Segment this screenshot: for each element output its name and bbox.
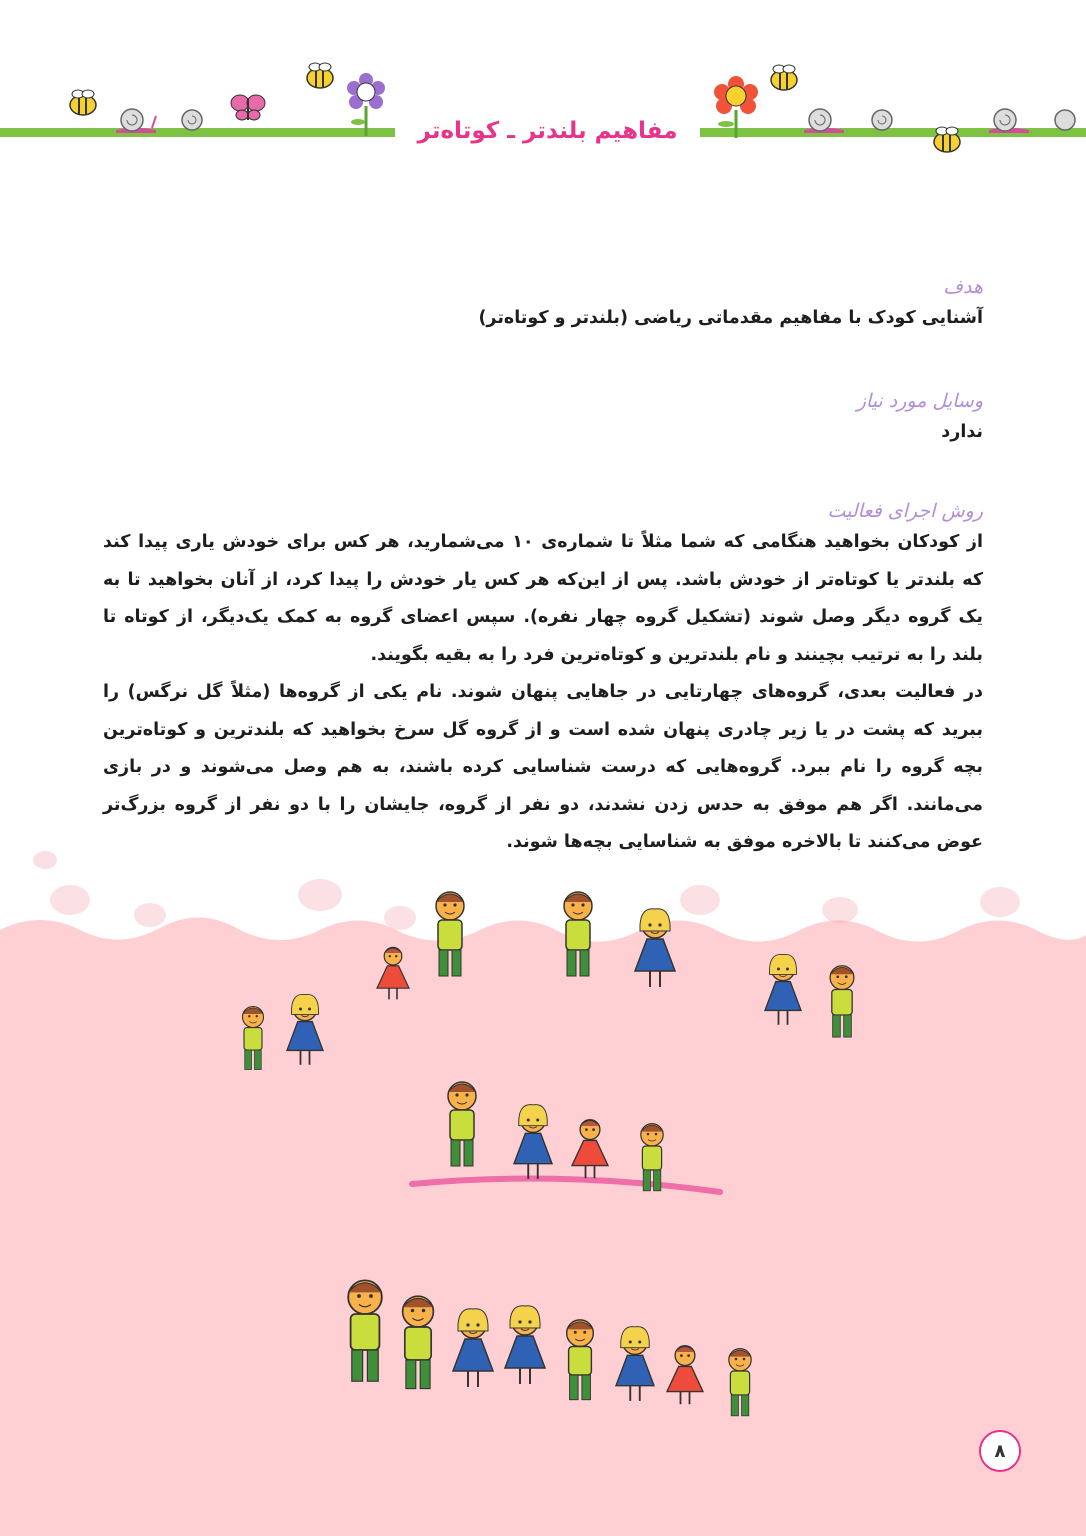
snail-icon — [1045, 106, 1085, 134]
flower-icon — [712, 76, 760, 140]
page-title: مفاهیم بلندتر ـ کوتاه‌تر — [417, 118, 678, 144]
snail-icon — [112, 106, 160, 134]
children-illustration — [0, 840, 1086, 1536]
page-header — [0, 0, 1086, 170]
section-procedure — [103, 500, 983, 862]
section-title: هدف — [943, 276, 983, 298]
bee-icon — [930, 124, 964, 154]
section-title: وسایل مورد نیاز — [856, 390, 983, 412]
snail-icon — [985, 106, 1033, 134]
snail-icon — [800, 106, 848, 134]
bee-pattern — [33, 851, 1020, 930]
section-paragraph: در فعالیت بعدی، گروه‌های چهارتایی در جاهایی پنهان شوند. نام یکی از گروه‌ها (مثلاً گل نرگس) را ببرید که پشت در یا زیر چادری پنهان شده است و از گروه گل سرخ بخواهید که بلندترین و کوتاه‌ترین بچه گروه را نام ببرد. گروه‌هایی که درست شناسایی کرده باشند، به هم وصل می‌شوند و در بازی می‌مانند. اگر هم موفق به حدس زدن نشدند، دو نفر از گروه، جایشان را با دو نفر از گروه بزرگ‌تر عوض می‌کنند تا بالاخره موفق به شناسایی بچه‌ها شوند. — [103, 682, 983, 852]
snail-icon — [862, 106, 902, 134]
bee-icon — [303, 60, 337, 90]
bee-icon — [767, 62, 801, 92]
snail-icon — [172, 106, 212, 134]
page-number-badge — [979, 1430, 1021, 1472]
section-paragraph: ندارد — [941, 422, 983, 442]
section-goal — [103, 276, 983, 338]
bee-icon — [66, 88, 100, 118]
flower-icon — [344, 72, 388, 138]
page-number: ۸ — [994, 1440, 1006, 1462]
section-paragraph: آشنایی کودک با مفاهیم مقدماتی ریاضی (بلندتر و کوتاه‌تر) — [478, 308, 983, 328]
butterfly-icon — [230, 92, 266, 122]
section-paragraph: از کودکان بخواهید هنگامی که شما مثلاً تا شماره‌ی ۱۰ می‌شمارید، هر کس برای خودش یاری پیدا کند که بلندتر یا کوتاه‌تر از خودش باشد. پس از این‌که هر کس یار خودش را پیدا کرد، از آنان بخواهید تا به یک گروه دیگر وصل شوند (تشکیل گروه چهار نفره). سپس اعضای گروه به کمک یک‌دیگر، از کوتاه تا بلند را به ترتیب بچینند و نام بلندترین و کوتاه‌ترین فرد را به بقیه بگویند. — [103, 532, 983, 665]
section-title: روش اجرای فعالیت — [827, 500, 983, 522]
section-materials — [103, 390, 983, 452]
